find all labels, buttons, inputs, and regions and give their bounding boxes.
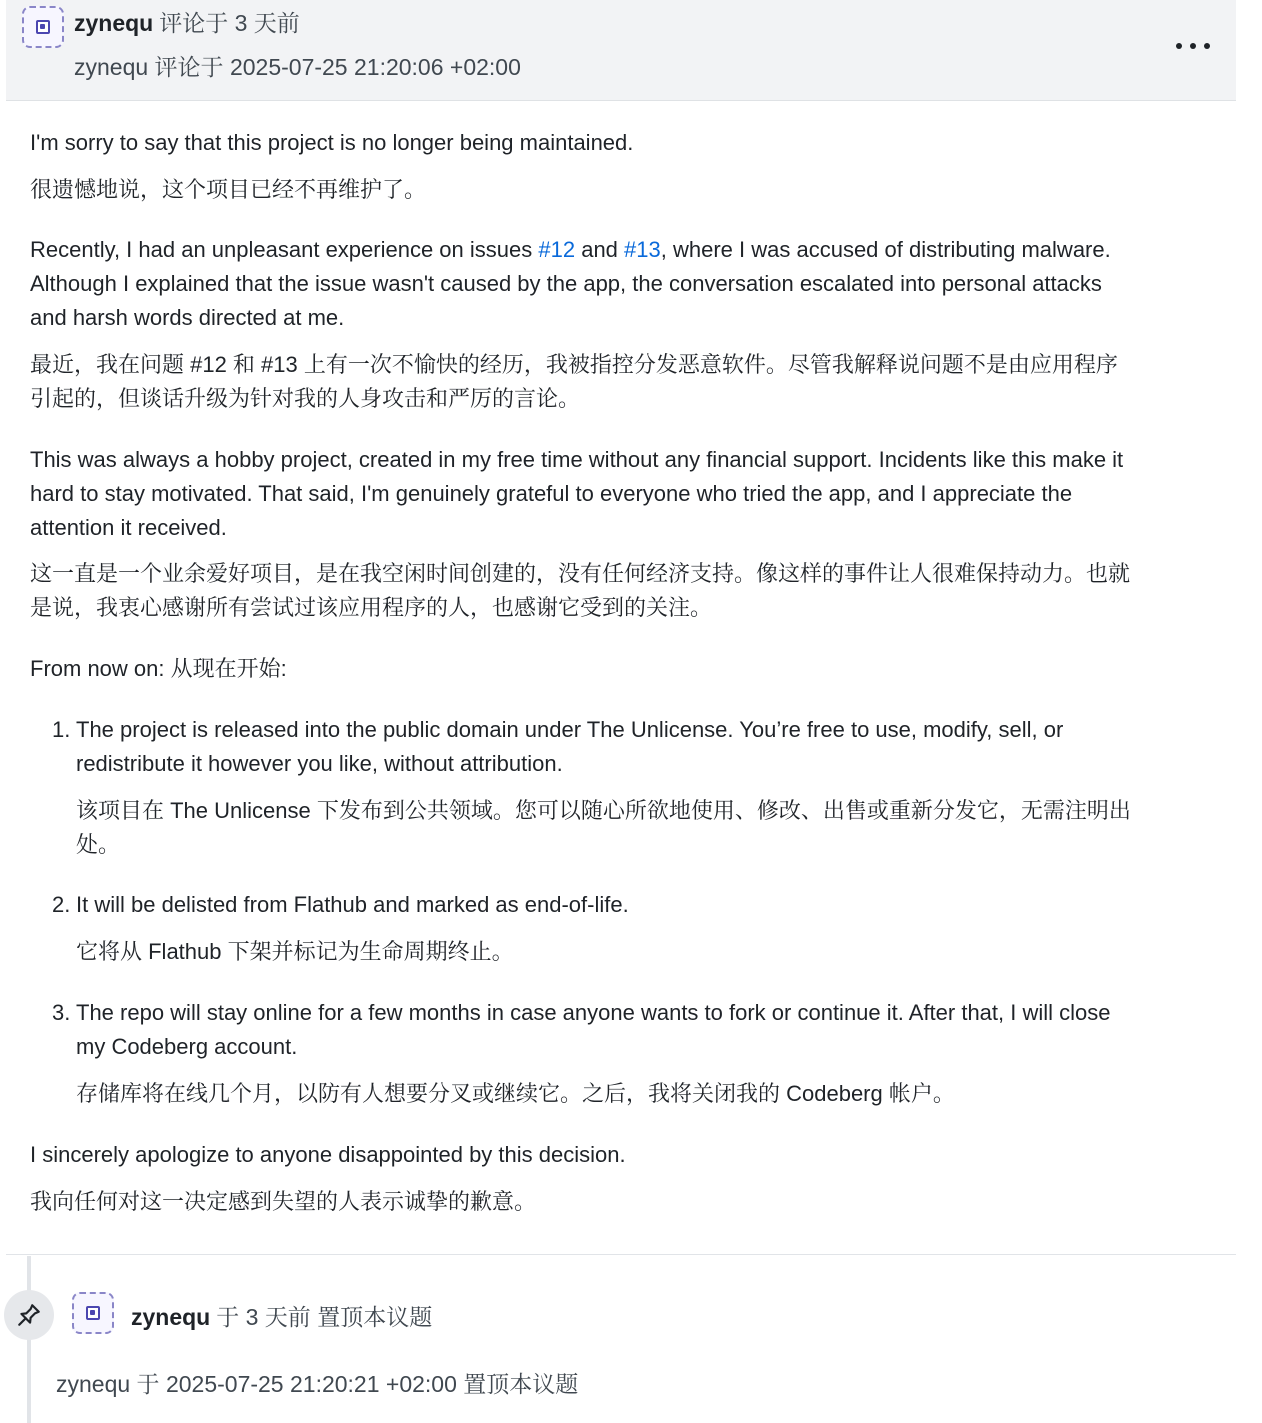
list-item-en: The project is released into the public domain under The Unlicense. You’re free to use, modify, sell, or [76,717,1064,742]
paragraph-en [30,233,1220,267]
paragraph-en: This was always a hobby project, created in my free time without any financial support. Incidents like this make it [30,447,1124,472]
list-number: 1. [52,717,71,742]
text-span: Recently, I had an unpleasant experience on issues [30,237,539,262]
paragraph-en: I'm sorry to say that this project is no longer being maintained. [30,130,634,155]
issue-link-12[interactable]: #12 [538,237,576,262]
paragraph-zh: 最近，我在问题 #12 和 #13 上有一次不愉快的经历，我被指控分发恶意软件。尽管我解释说问题不是由应用程序 [30,352,1118,377]
avatar-cube-icon [36,20,50,34]
list-number: 2. [52,892,71,917]
list-item [52,888,1216,969]
paragraph-zh-line: 引起的，但谈话升级为针对我的人身攻击和严厉的言论。 [30,386,581,411]
paragraph-from-now-on: From now on: 从现在开始: [30,656,287,681]
kebab-menu-icon[interactable] [1176,36,1210,56]
event-avatar[interactable] [72,1292,114,1334]
comment-timestamp: zynequ 评论于 2025-07-25 21:20:06 +02:00 [74,54,521,80]
list-item-en-line: my Codeberg account. [76,1034,298,1059]
avatar[interactable] [22,6,64,48]
paragraph-closing-en: I sincerely apologize to anyone disappointed by this decision. [30,1142,626,1167]
paragraph-en-line: hard to stay motivated. That said, I'm genuinely grateful to everyone who tried the app, and I appreciate the [30,481,1073,506]
list-item [52,996,1216,1111]
paragraph-en-line: attention it received. [30,515,227,540]
paragraph-zh: 很遗憾地说，这个项目已经不再维护了。 [30,177,427,202]
paragraph-en-line: Although I explained that the issue wasn't caused by the app, the conversation escalated into personal attacks [30,271,1102,296]
list-item-zh: 存储库将在线几个月，以防有人想要分叉或继续它。之后，我将关闭我的 Codeberg 帐户。 [76,1081,955,1106]
text-span: and [575,237,625,262]
pin-event-summary [131,1302,432,1332]
list-item-zh-line: 处。 [76,832,121,857]
comment-header-summary [74,8,300,38]
paragraph-zh-line: 是说，我衷心感谢所有尝试过该应用程序的人，也感谢它受到的关注。 [30,595,713,620]
list-item-en: The repo will stay online for a few months in case anyone wants to fork or continue it. After that, I will close [76,1000,1111,1025]
avatar-cube-icon [86,1306,100,1320]
paragraph-zh: 这一直是一个业余爱好项目，是在我空闲时间创建的，没有任何经济支持。像这样的事件让人很难保持动力。也就 [30,561,1131,586]
issue-link-13[interactable]: #13 [624,237,661,262]
list-item [52,713,1216,862]
paragraph-closing-zh: 我向任何对这一决定感到失望的人表示诚挚的歉意。 [30,1189,537,1214]
list-item-zh: 它将从 Flathub 下架并标记为生命周期终止。 [76,939,514,964]
comment-author-link[interactable]: zynequ [74,10,154,36]
pin-icon [4,1290,54,1340]
list-number: 3. [52,1000,71,1025]
text-span: , where I was accused of distributing malware. [660,237,1111,262]
paragraph-en-line: and harsh words directed at me. [30,305,345,330]
event-author-link[interactable]: zynequ [131,1304,211,1330]
list-item-en-line: redistribute it however you like, without attribution. [76,751,563,776]
comment-card [6,0,1236,1255]
event-meta: 于 3 天前 置顶本议题 [216,1304,433,1330]
comment-relative-time: 评论于 3 天前 [159,10,300,36]
comment-header [6,0,1236,101]
list-item-en: It will be delisted from Flathub and marked as end-of-life. [76,892,629,917]
pin-event-timestamp: zynequ 于 2025-07-25 21:20:21 +02:00 置顶本议题 [56,1371,579,1397]
list-item-zh: 该项目在 The Unlicense 下发布到公共领域。您可以随心所欲地使用、修改、出售或重新分发它，无需注明出 [76,798,1131,823]
